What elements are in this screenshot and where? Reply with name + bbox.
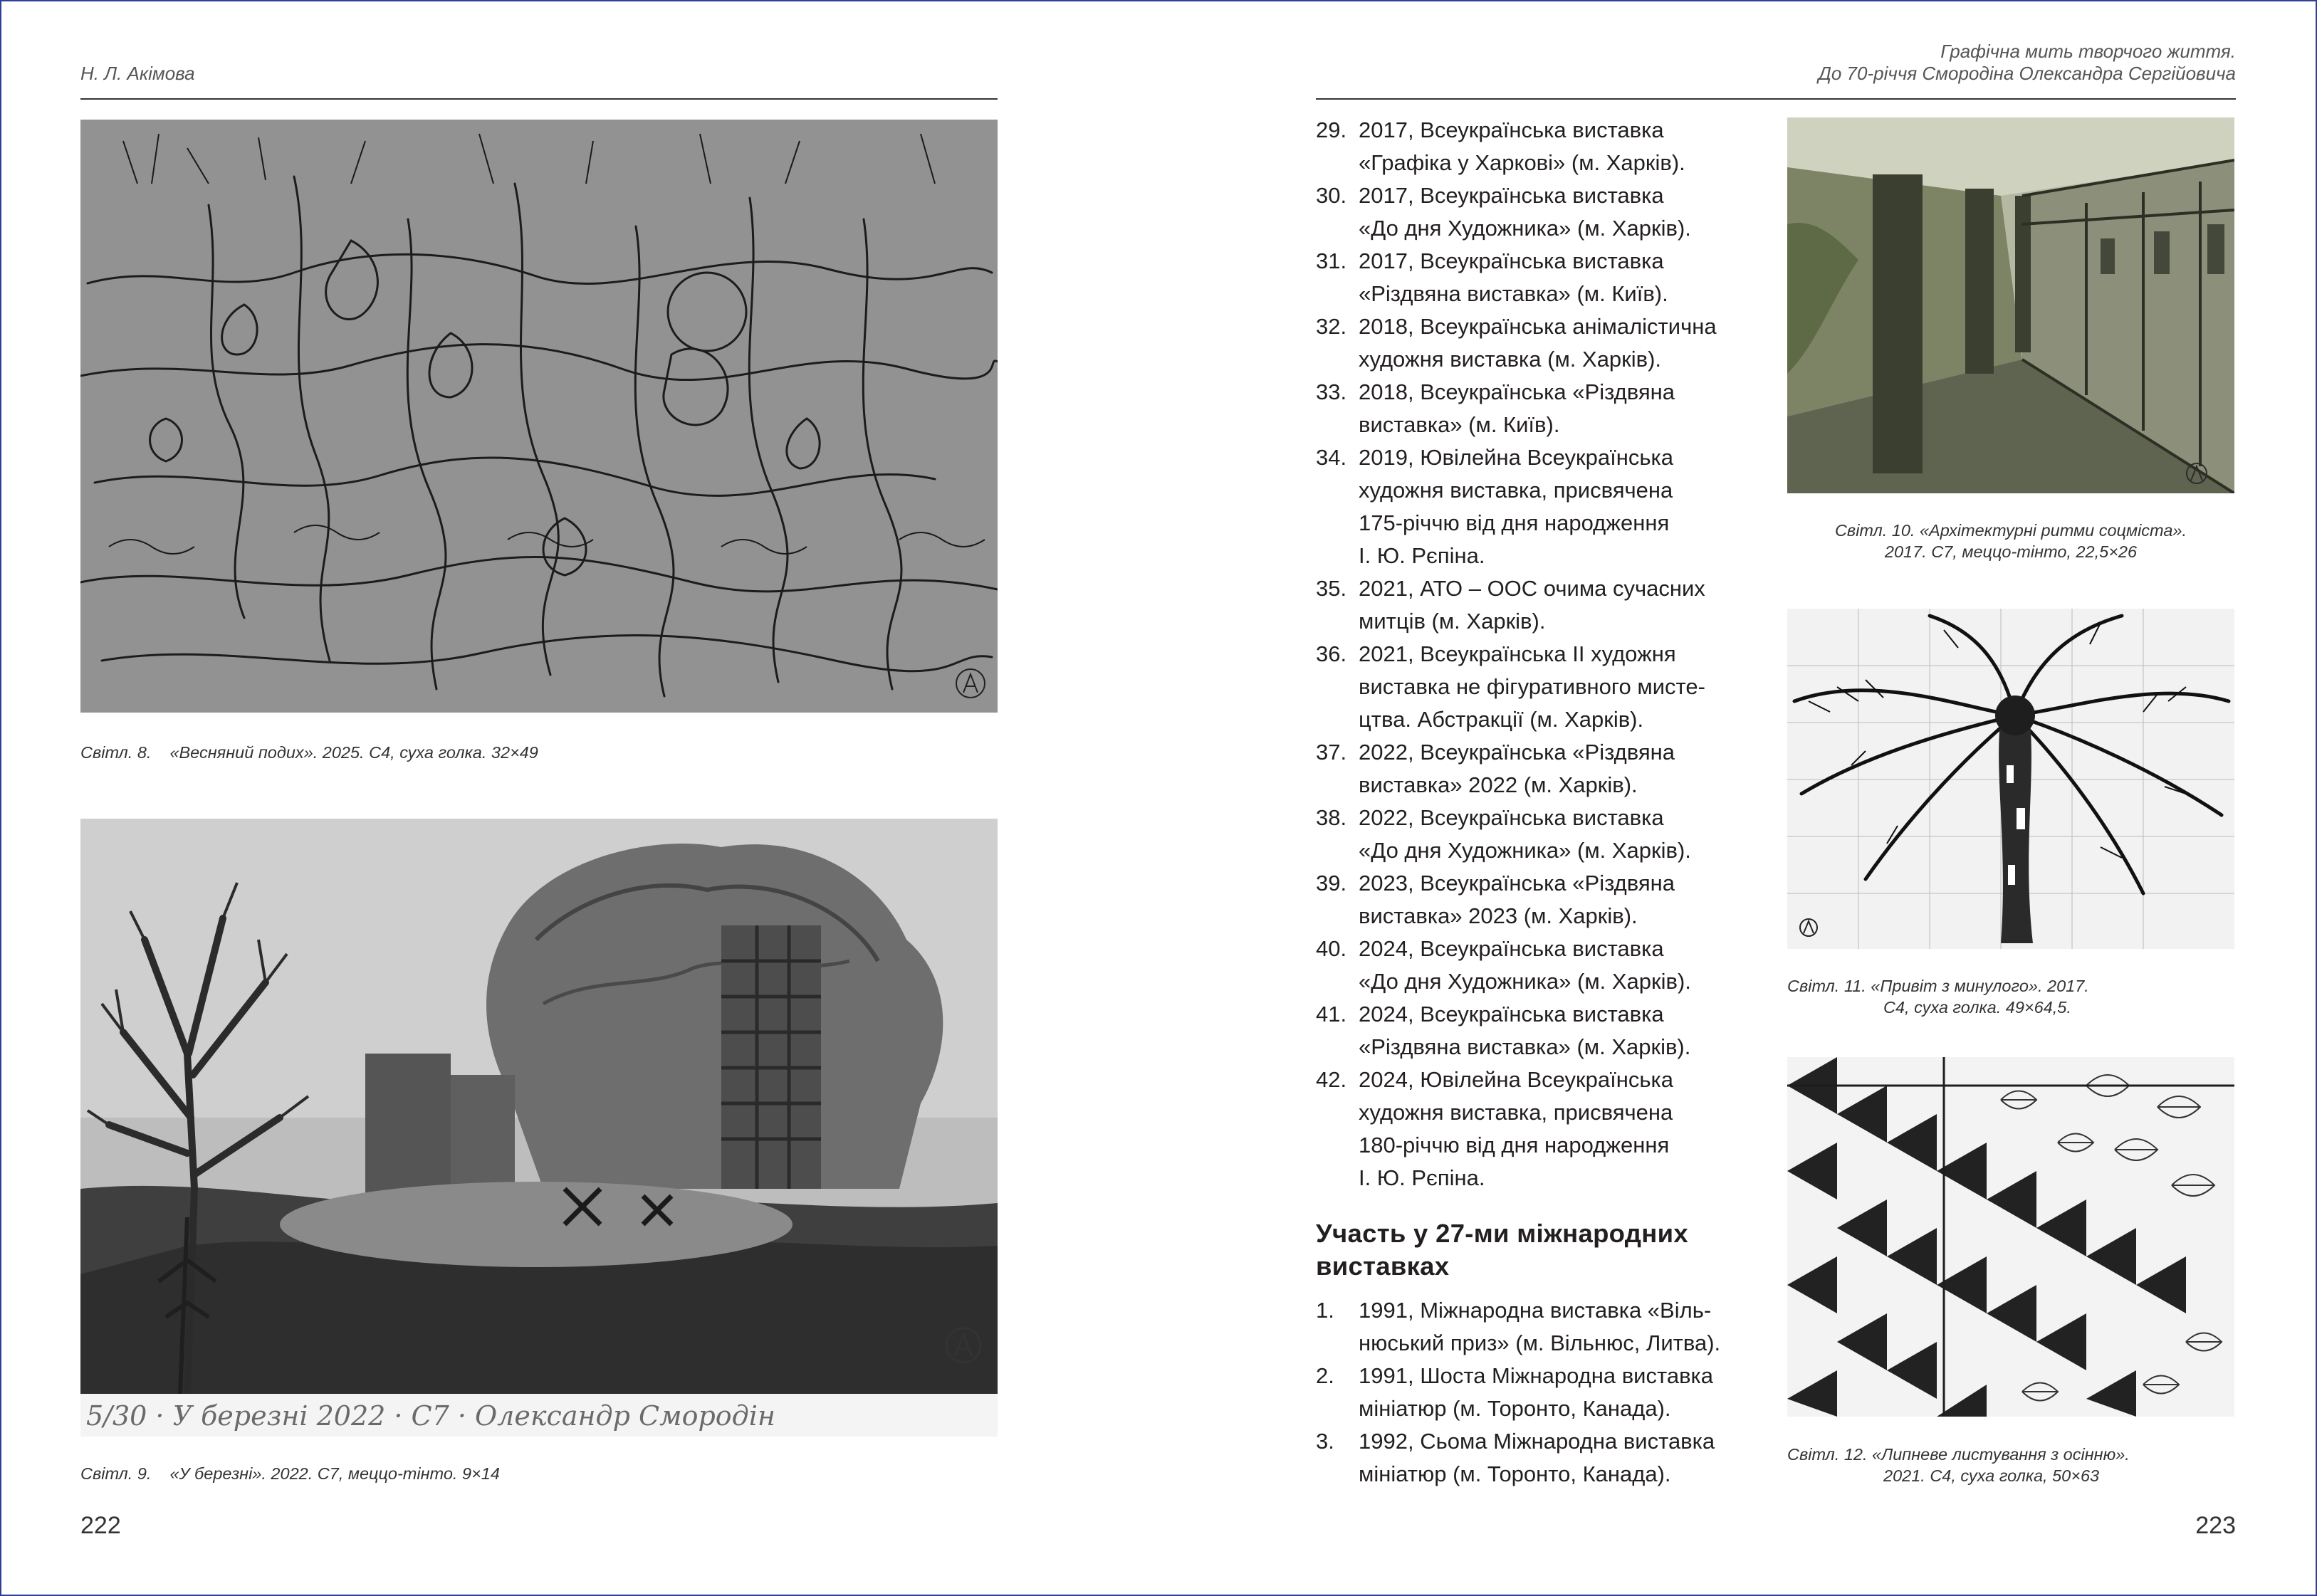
list-item xyxy=(1316,1425,1772,1491)
international-exhibitions-heading xyxy=(1316,1217,1688,1283)
list-item-line: І. Ю. Рєпіна. xyxy=(1359,1165,1485,1190)
figure-12-image xyxy=(1787,1057,2234,1417)
triangles-and-leaves-graphic xyxy=(1787,1057,2234,1417)
list-item xyxy=(1316,802,1757,867)
list-item-line: цтва. Абстракції (м. Харків). xyxy=(1359,707,1644,732)
list-item-number: 39. xyxy=(1316,871,1347,896)
list-item-line: 2022, Всеукраїнська виставка xyxy=(1359,805,1664,830)
figure-10-label: Світл. 10. xyxy=(1834,521,1915,540)
list-item-number: 34. xyxy=(1316,445,1347,470)
figure-12-caption-line-2: 2021. С4, суха голка, 50×63 xyxy=(1883,1466,2100,1485)
list-item-line: 2017, Всеукраїнська виставка xyxy=(1359,248,1664,273)
list-item-line: 2019, Ювілейна Всеукраїнська xyxy=(1359,445,1673,470)
list-item-line: «До дня Художника» (м. Харків). xyxy=(1359,216,1691,241)
list-item xyxy=(1316,933,1757,998)
list-item-line: «Різдвяна виставка» (м. Київ). xyxy=(1359,281,1668,306)
heading-line-2: виставках xyxy=(1316,1251,1450,1281)
list-item-number: 42. xyxy=(1316,1067,1347,1092)
list-item-number: 41. xyxy=(1316,1002,1347,1027)
list-item xyxy=(1316,736,1757,802)
figure-12-label: Світл. 12. xyxy=(1787,1445,1868,1464)
list-item-line: «Графіка у Харкові» (м. Харків). xyxy=(1359,150,1685,175)
figure-9-caption xyxy=(80,1463,500,1484)
list-item xyxy=(1316,310,1757,376)
list-item-number: 31. xyxy=(1316,248,1347,273)
figure-11-image xyxy=(1787,609,2234,949)
list-item-line: художня виставка, присвячена xyxy=(1359,478,1673,503)
list-item-line: нюський приз» (м. Вільнюс, Литва). xyxy=(1359,1330,1721,1355)
list-item-line: 2021, АТО – ООС очима сучасних xyxy=(1359,576,1705,601)
figure-8-image xyxy=(80,120,998,713)
list-item-number: 33. xyxy=(1316,379,1347,404)
list-item xyxy=(1316,114,1757,179)
list-item-number: 29. xyxy=(1316,117,1347,142)
figure-9-image xyxy=(80,819,998,1437)
dry-point-etching-graphic xyxy=(80,120,998,713)
list-item-line: 2022, Всеукраїнська «Різдвяна xyxy=(1359,740,1675,765)
list-item-number: 36. xyxy=(1316,641,1347,666)
list-item xyxy=(1316,179,1757,245)
list-item xyxy=(1316,572,1757,638)
list-item xyxy=(1316,441,1757,572)
figure-10-caption-line-1 xyxy=(1787,520,2234,541)
list-item-number: 1. xyxy=(1316,1298,1334,1323)
list-item-line: «Різдвяна виставка» (м. Харків). xyxy=(1359,1034,1691,1059)
page-number-right: 223 xyxy=(2195,1512,2236,1539)
left-page xyxy=(0,0,1158,1596)
list-item-line: виставка» 2023 (м. Харків). xyxy=(1359,903,1638,928)
list-item-line: художня виставка, присвячена xyxy=(1359,1100,1673,1125)
list-item-line: мініатюр (м. Торонто, Канада). xyxy=(1359,1396,1671,1421)
figure-8-label: Світл. 8. xyxy=(80,743,152,762)
figure-11-caption-text: «Привіт з минулого». 2017. xyxy=(1871,977,2089,995)
list-item-number: 30. xyxy=(1316,183,1347,208)
figure-11-caption-line-2: С4, суха голка. 49×64,5. xyxy=(1883,998,2071,1017)
running-head-line-2: До 70-річчя Смородіна Олександра Сергійовича xyxy=(1818,63,2236,84)
list-item-line: 1992, Сьома Міжнародна виставка xyxy=(1359,1429,1715,1454)
list-item-line: 1991, Міжнародна виставка «Віль- xyxy=(1359,1298,1712,1323)
list-item xyxy=(1316,376,1757,441)
list-item xyxy=(1316,638,1757,736)
heading-line-1: Участь у 27-ми міжнародних xyxy=(1316,1219,1688,1248)
list-item-line: 180-річчю від дня народження xyxy=(1359,1133,1670,1157)
figure-8-caption-text: «Весняний подих». 2025. С4, суха голка. 32×49 xyxy=(169,743,538,762)
running-head-author: Н. Л. Акімова xyxy=(80,63,195,84)
list-item-line: 175-річчю від дня народження xyxy=(1359,510,1670,535)
running-head-line-1: Графічна мить творчого життя. xyxy=(1940,41,2236,62)
radiating-leaves-graphic xyxy=(1787,609,2234,949)
figure-11-caption xyxy=(1787,975,2234,1018)
list-item-line: 2024, Ювілейна Всеукраїнська xyxy=(1359,1067,1673,1092)
list-item-line: мініатюр (м. Торонто, Канада). xyxy=(1359,1461,1671,1486)
figure-10-caption-line-2: 2017. С7, меццо-тінто, 22,5×26 xyxy=(1884,542,2138,561)
list-item-number: 40. xyxy=(1316,936,1347,961)
list-item-line: 2023, Всеукраїнська «Різдвяна xyxy=(1359,871,1675,896)
list-item xyxy=(1316,1360,1772,1425)
figure-9-caption-text: «У березні». 2022. С7, меццо-тінто. 9×14 xyxy=(169,1464,500,1483)
list-item-number: 32. xyxy=(1316,314,1347,339)
right-page xyxy=(1158,0,2317,1596)
figure-12-caption-text: «Липневе листування з осінню». xyxy=(1872,1445,2130,1464)
figure-11-caption-line-1 xyxy=(1787,975,2234,997)
list-item-line: «До дня Художника» (м. Харків). xyxy=(1359,969,1691,994)
figure-9-label: Світл. 9. xyxy=(80,1464,152,1483)
list-item xyxy=(1316,245,1757,310)
list-item-line: 2024, Всеукраїнська виставка xyxy=(1359,936,1664,961)
list-item xyxy=(1316,998,1757,1064)
list-item-number: 2. xyxy=(1316,1363,1334,1388)
figure-9-inscription: 5/30 · У березні 2022 · С7 · Олександр Смородін xyxy=(86,1400,775,1432)
mezzotint-landscape-graphic xyxy=(80,819,998,1437)
list-item xyxy=(1316,1064,1757,1195)
header-rule xyxy=(80,98,998,100)
list-item-line: 2017, Всеукраїнська виставка xyxy=(1359,117,1664,142)
international-exhibitions-list xyxy=(1316,1294,1772,1491)
list-item-line: 2018, Всеукраїнська анімалістична xyxy=(1359,314,1717,339)
list-item-number: 3. xyxy=(1316,1429,1334,1454)
list-item-line: художня виставка (м. Харків). xyxy=(1359,347,1662,372)
national-exhibitions-list xyxy=(1316,114,1757,1195)
figure-12-caption-line-1 xyxy=(1787,1444,2234,1465)
list-item-line: митців (м. Харків). xyxy=(1359,609,1546,634)
figure-10-image xyxy=(1787,117,2234,493)
figure-8-caption xyxy=(80,742,538,763)
list-item-line: 1991, Шоста Міжнародна виставка xyxy=(1359,1363,1714,1388)
list-item-line: І. Ю. Рєпіна. xyxy=(1359,543,1485,568)
list-item-number: 38. xyxy=(1316,805,1347,830)
list-item-line: 2024, Всеукраїнська виставка xyxy=(1359,1002,1664,1027)
figure-10-caption-text: «Архітектурні ритми соцміста». xyxy=(1919,521,2187,540)
list-item-number: 35. xyxy=(1316,576,1347,601)
list-item-line: виставка» 2022 (м. Харків). xyxy=(1359,772,1638,797)
list-item-line: 2018, Всеукраїнська «Різдвяна xyxy=(1359,379,1675,404)
colonnade-mezzotint-graphic xyxy=(1787,117,2234,493)
list-item-line: 2017, Всеукраїнська виставка xyxy=(1359,183,1664,208)
list-item xyxy=(1316,1294,1772,1360)
list-item-line: виставка» (м. Київ). xyxy=(1359,412,1560,437)
figure-10-caption xyxy=(1787,520,2234,562)
page-number-left: 222 xyxy=(80,1512,121,1539)
figure-11-label: Світл. 11. xyxy=(1787,977,1866,995)
header-rule xyxy=(1316,98,2236,100)
list-item-line: виставка не фігуративного мисте- xyxy=(1359,674,1705,699)
list-item-line: 2021, Всеукраїнська ІІ художня xyxy=(1359,641,1676,666)
list-item-number: 37. xyxy=(1316,740,1347,765)
running-head-title xyxy=(1819,41,2236,85)
figure-12-caption xyxy=(1787,1444,2234,1486)
list-item-line: «До дня Художника» (м. Харків). xyxy=(1359,838,1691,863)
list-item xyxy=(1316,867,1757,933)
